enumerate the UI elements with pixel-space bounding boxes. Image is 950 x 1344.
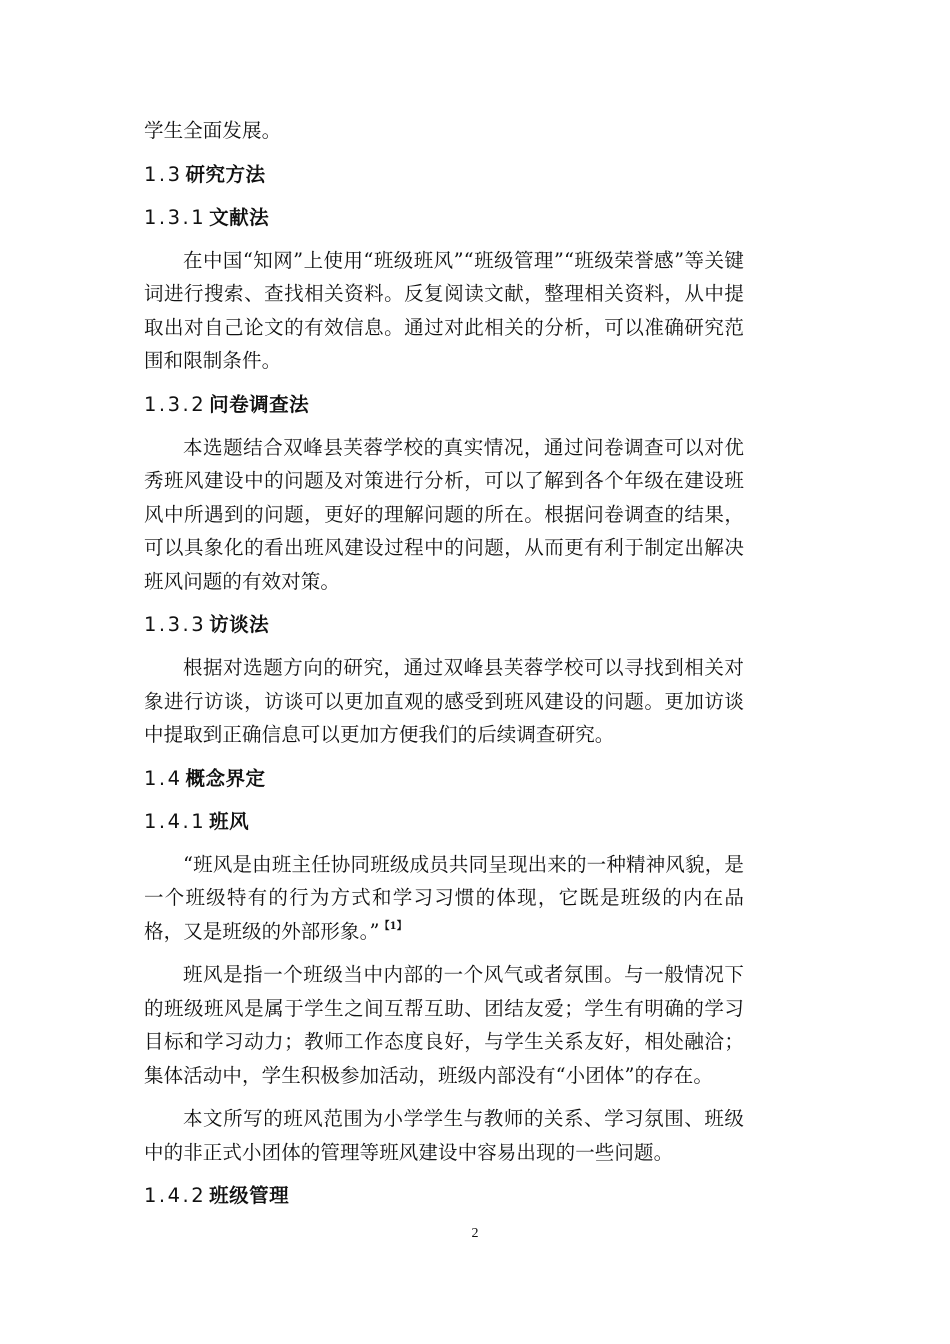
section-heading: 1.4 概念界定 <box>144 766 266 790</box>
paragraph: 班风是指一个班级当中内部的一个风气或者氛围。与一般情况下的班级班风是属于学生之间互帮互助、团结友爱；学生有明确的学习目标和学习动力；教师工作态度良好，与学生关系友好，相处融洽；集体活动中，学生积极参加活动，班级内部没有“小团体”的存在。 <box>144 963 744 1087</box>
paragraph: 本选题结合双峰县芙蓉学校的真实情况，通过问卷调查可以对优秀班风建设中的问题及对策进行分析，可以了解到各个年级在建设班风中所遇到的问题，更好的理解问题的所在。根据问卷调查的结果，可以具象化的看出班风建设过程中的问题，从而更有利于制定出解决班风问题的有效对策。 <box>144 435 744 593</box>
paragraph: 学生全面发展。 <box>144 119 282 142</box>
citation-marker[interactable]: 【1】 <box>379 920 407 932</box>
paragraph: 本文所写的班风范围为小学学生与教师的关系、学习氛围、班级中的非正式小团体的管理等班风建设中容易出现的一些问题。 <box>144 1107 744 1164</box>
document-body <box>144 114 744 1222</box>
subsection-heading: 1.4.2 班级管理 <box>144 1184 290 1207</box>
paragraph: 根据对选题方向的研究，通过双峰县芙蓉学校可以寻找到相关对象进行访谈，访谈可以更加直观的感受到班风建设的问题。更加访谈中提取到正确信息可以更加方便我们的后续调查研究。 <box>144 656 744 746</box>
section-heading: 1.3 研究方法 <box>144 162 266 186</box>
quoted-definition-paragraph: “班风是由班主任协同班级成员共同呈现出来的一种精神风貌，是一个班级特有的行为方式和学习习惯的体现，它既是班级的内在品格，又是班级的外部形象。”$^{【1】}$ <box>144 852 744 943</box>
subsection-heading: 1.3.3 访谈法 <box>144 613 270 636</box>
subsection-heading: 1.3.1 文献法 <box>144 205 270 229</box>
page-number: 2 <box>471 1226 479 1241</box>
paragraph: 在中国“知网”上使用“班级班风”“班级管理”“班级荣誉感”等关键词进行搜索、查找相关资料。反复阅读文献，整理相关资料，从中提取出对自己论文的有效信息。通过对此相关的分析，可以准确研究范围和限制条件。 <box>144 248 744 372</box>
subsection-heading: 1.4.1 班风 <box>144 809 250 833</box>
subsection-heading: 1.3.2 问卷调查法 <box>144 392 310 416</box>
